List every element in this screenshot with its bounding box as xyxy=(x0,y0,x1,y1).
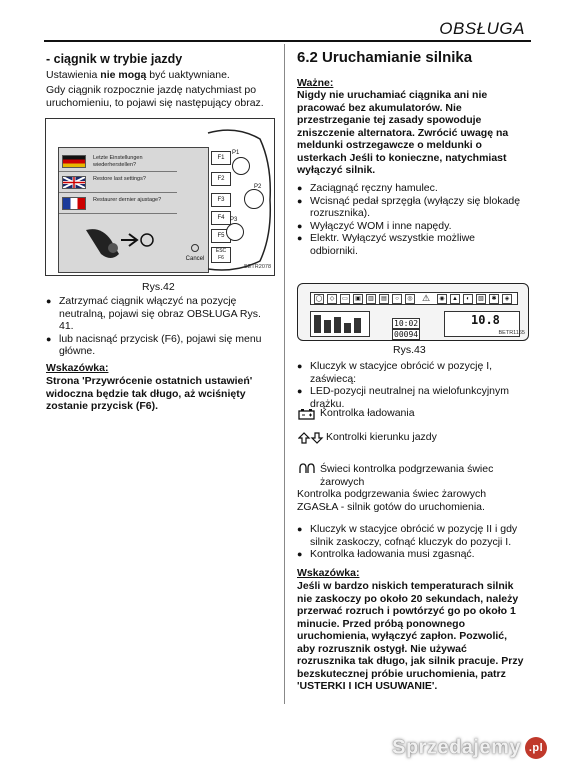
direction-lights-text: Kontrolki kierunku jazdy xyxy=(326,431,437,443)
row-french xyxy=(59,194,177,214)
warning-icon-bar xyxy=(310,292,518,305)
cancel-text: Cancel xyxy=(185,256,205,262)
tractor-key-icon xyxy=(81,220,161,264)
figure-restore-settings xyxy=(45,118,275,276)
glow-plug-light-text: Świeci kontrolka podgrzewania świec żarowych xyxy=(320,463,494,488)
list-item: ● Wyłączyć WOM i inne napędy. xyxy=(297,220,525,233)
list-item: ● Zaciągnąć ręczny hamulec. xyxy=(297,182,525,195)
clock-readout: 10:02 xyxy=(394,319,419,328)
p1-label: P1 xyxy=(232,150,240,156)
p1-knob[interactable] xyxy=(232,157,250,175)
f3-key[interactable]: F3 xyxy=(211,193,231,207)
caption-rys42: Rys.42 xyxy=(142,281,175,293)
indicator-icon: ◎ xyxy=(405,294,415,304)
right-note-text: Jeśli w bardzo niskich temperaturach silnik nie zaskoczy po około 20 sekundach, należy przerwać rozruch i powtórzyć go po około 1 minucie. Przed próbą ponownego uruchomienia, wyłączyć zapłon. Pozwolić, aby rozrusznik ostygł. Nie używać rozrusznika tak długo, jak silnik pracuje. Przy bezskutecznej próbie uruchomienia, patrz 'USTERKI I ICH USUWANIE'. xyxy=(297,580,524,692)
indicator-icon: ▤ xyxy=(379,294,389,304)
list-item: ● Wcisnąć pedał sprzęgła (wyłączy się blokadę rozrusznika). xyxy=(297,195,525,220)
german-flag-icon xyxy=(62,155,86,168)
figure-code-42: BETR2078 xyxy=(244,263,271,270)
crank-bullets xyxy=(297,523,525,561)
list-item: ● Zatrzymać ciągnik włączyć na pozycję neutralną, pojawi się obraz OBSŁUGA Rys. 41. xyxy=(46,295,274,333)
left-note-text: Strona 'Przywrócenie ostatnich ustawień' widoczna będzie tak długo, aż wciśnięty zostanie przycisk (F6). xyxy=(46,375,253,412)
f2-key[interactable]: F2 xyxy=(211,172,231,186)
important-title: Ważne: xyxy=(297,77,334,89)
page-header-title: OBSŁUGA xyxy=(439,19,525,38)
glow-plug-para: Kontrolka podgrzewania świec żarowych ZGASŁA - silnik gotów do uruchomienia. xyxy=(297,488,487,513)
ignition-bullets xyxy=(297,360,525,410)
row-english xyxy=(59,173,177,193)
left-note-title: Wskazówka: xyxy=(46,362,109,374)
indicator-icon: ▧ xyxy=(476,294,486,304)
left-para-2: Gdy ciągnik rozpocznie jazdę natychmiast po uruchomieniu, to pojawi się następujący obraz. xyxy=(46,84,264,109)
list-item: ● LED-pozycji neutralnej na wielofunkcyjnym drążku. xyxy=(297,385,525,410)
indicator-icon: ▲ xyxy=(450,294,460,304)
indicator-icon: ◈ xyxy=(502,294,512,304)
list-item: ● Elektr. Wyłączyć wszystkie możliwe odbiorniki. xyxy=(297,232,525,257)
watermark xyxy=(392,737,547,759)
p3-label: P3 xyxy=(230,217,238,223)
hour-meter-readout: 00094 xyxy=(394,330,419,339)
uk-flag-icon xyxy=(62,176,86,189)
watermark-text: Sprzedajemy xyxy=(392,736,521,759)
battery-icon xyxy=(298,408,315,420)
indicator-icon: ▭ xyxy=(340,294,350,304)
indicator-icon: ◐ xyxy=(463,294,473,304)
header-rule xyxy=(44,40,531,42)
esc-label: ESC xyxy=(215,248,227,254)
f5-key[interactable]: F5 xyxy=(211,229,231,243)
french-flag-icon xyxy=(62,197,86,210)
left-para-1 xyxy=(46,69,276,82)
left-bullets xyxy=(46,295,274,358)
indicator-icon: ▥ xyxy=(366,294,376,304)
indicator-icon: ○ xyxy=(392,294,402,304)
f4-key[interactable]: F4 xyxy=(211,211,231,225)
watermark-badge: .pl xyxy=(525,737,547,759)
important-text: Nigdy nie uruchamiać ciągnika ani nie pracować bez akumulatorów. Nie przestrzeganie tej zasady spowoduje zniszczenie alternatora. Zwrócić uwagę na meldunki ostrzegawcze o meldunki o usterkach Jeśli to konieczne, natychmiast wyłączyć silnik. xyxy=(297,89,509,176)
indicator-icon: ◉ xyxy=(437,294,447,304)
terminal-screen xyxy=(58,147,209,273)
row-french-text: Restaurer dernier ajustage? xyxy=(93,197,162,203)
warning-triangle-icon: ⚠ xyxy=(421,293,431,303)
section-heading: 6.2 Uruchamianie silnika xyxy=(297,49,473,66)
indicator-icon: ◯ xyxy=(315,296,323,302)
speed-readout: 10.8 xyxy=(471,313,500,327)
para1-c: być uaktywniane. xyxy=(146,69,230,81)
row-german-text: Letzte Einstellungen wiederherstellen? xyxy=(93,155,143,168)
f1-key[interactable]: F1 xyxy=(211,151,231,165)
start-bullets xyxy=(297,182,525,257)
f6-label: F6 xyxy=(218,255,224,261)
caption-rys43: Rys.43 xyxy=(393,344,426,356)
row-english-text: Restore last settings? xyxy=(93,176,146,182)
p2-label: P2 xyxy=(254,184,262,190)
figure-instrument-panel xyxy=(297,283,529,341)
indicator-icon: ◇ xyxy=(327,294,337,304)
para1-a: Ustawienia xyxy=(46,69,101,81)
charging-light-text: Kontrolka ładowania xyxy=(320,407,415,419)
indicator-icon: ✱ xyxy=(489,294,499,304)
list-item: ● Kluczyk w stacyjce obrócić w pozycję II i gdy silnik zaskoczy, cofnąć kluczyk do pozycji I. xyxy=(297,523,525,548)
column-divider xyxy=(284,44,285,704)
glow-plug-icon xyxy=(298,462,316,474)
list-item: ● Kluczyk w stacyjce obrócić w pozycję I, zaświecą: xyxy=(297,360,525,385)
para1-b: nie mogą xyxy=(100,69,147,81)
indicator-icon: ▣ xyxy=(353,294,363,304)
row-german xyxy=(59,152,177,172)
figure-code-43: BETR1165 xyxy=(498,329,525,336)
direction-arrows-icon xyxy=(298,431,324,445)
right-note-title: Wskazówka: xyxy=(297,567,360,579)
list-item: ● lub nacisnąć przycisk (F6), pojawi się menu główne. xyxy=(46,333,274,358)
lcd-left xyxy=(310,311,370,337)
left-heading: - ciągnik w trybie jazdy xyxy=(46,52,183,66)
list-item: ● Kontrolka ładowania musi zgasnąć. xyxy=(297,548,525,561)
